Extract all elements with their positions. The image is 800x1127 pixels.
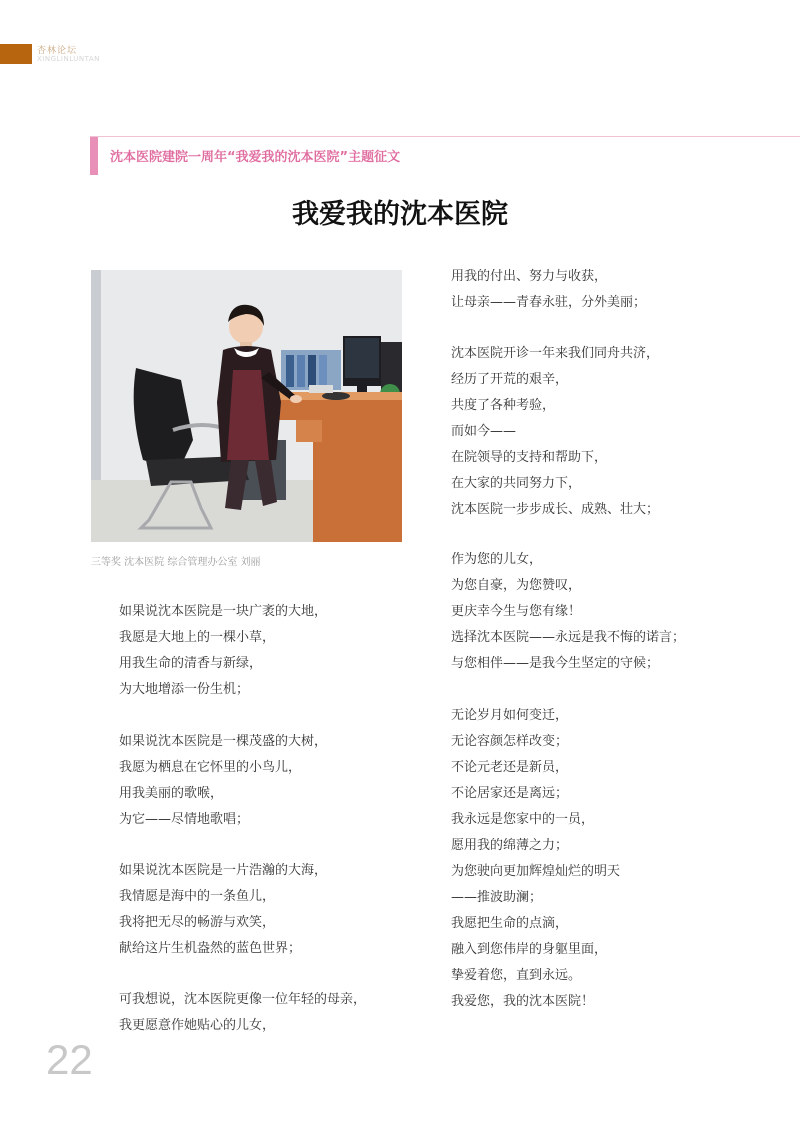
- left-stanza-1: [119, 599, 327, 703]
- topic-heading: 沈本医院建院一周年“我爱我的沈本医院”主题征文: [110, 150, 401, 165]
- poem-line: 挚爱着您，直到永远。: [451, 968, 582, 983]
- poem-line: 共度了各种考验，: [451, 398, 556, 413]
- poem-line: 在院领导的支持和帮助下，: [451, 450, 608, 465]
- poem-line: 不论元老还是新员，: [451, 760, 569, 775]
- poem-line: 更庆幸今生与您有缘！: [451, 604, 582, 619]
- author-photo: [91, 270, 402, 542]
- poem-line: 无论岁月如何变迁，: [451, 708, 569, 723]
- poem-line: 献给这片生机盎然的蓝色世界；: [119, 941, 302, 956]
- poem-line: 我愿是大地上的一棵小草，: [119, 630, 276, 645]
- topic-divider: [90, 136, 800, 137]
- poem-line: 如果说沈本医院是一片浩瀚的大海，: [119, 863, 328, 878]
- brand-name: 杏林论坛: [37, 46, 78, 56]
- brand-name-pinyin: XINGLINLUNTAN: [37, 55, 100, 63]
- poem-line: 沈本医院一步步成长、成熟、壮大；: [451, 502, 660, 517]
- right-stanza-2: [451, 341, 659, 523]
- poem-line: 用我美丽的歌喉，: [119, 786, 224, 801]
- photo-caption: 三等奖 沈本医院 综合管理办公室 刘丽: [91, 557, 261, 568]
- topic-marker: [90, 137, 98, 175]
- poem-line: 在大家的共同努力下，: [451, 476, 582, 491]
- poem-line: 不论居家还是离远；: [451, 786, 569, 801]
- right-stanza-4: [451, 703, 620, 1015]
- brand-color-bar: [0, 44, 32, 64]
- poem-line: 我永远是您家中的一员，: [451, 812, 595, 827]
- left-stanza-3: [119, 858, 327, 962]
- page-number: 22: [46, 1036, 93, 1083]
- poem-line: 为您驶向更加辉煌灿烂的明天: [451, 864, 621, 879]
- poem-line: 融入到您伟岸的身躯里面，: [451, 942, 608, 957]
- poem-line: 经历了开荒的艰辛，: [451, 372, 569, 387]
- poem-line: 可我想说，沈本医院更像一位年轻的母亲，: [119, 992, 367, 1007]
- poem-line: 我爱您，我的沈本医院！: [451, 994, 595, 1009]
- right-stanza-1: [451, 264, 646, 316]
- left-stanza-2: [119, 729, 327, 833]
- poem-line: 选择沈本医院——永远是我不悔的诺言；: [451, 630, 686, 645]
- poem-line: 让母亲——青春永驻，分外美丽；: [451, 295, 647, 310]
- poem-line: 如果说沈本医院是一块广袤的大地，: [119, 604, 328, 619]
- poem-line: 与您相伴——是我今生坚定的守候；: [451, 656, 660, 671]
- poem-line: ——推波助澜；: [451, 890, 543, 905]
- poem-line: 为您自豪，为您赞叹，: [451, 578, 582, 593]
- poem-line: 为它——尽情地歌唱；: [119, 812, 250, 827]
- poem-line: 而如今——: [451, 424, 517, 439]
- poem-line: 愿用我的绵薄之力；: [451, 838, 569, 853]
- poem-line: 用我生命的清香与新绿，: [119, 656, 263, 671]
- right-stanza-3: [451, 547, 685, 677]
- poem-line: 作为您的儿女，: [451, 552, 543, 567]
- article-title: 我爱我的沈本医院: [292, 199, 508, 230]
- poem-line: 为大地增添一份生机；: [119, 682, 250, 697]
- poem-line: 我情愿是海中的一条鱼儿，: [119, 889, 276, 904]
- poem-line: 我愿为栖息在它怀里的小鸟儿，: [119, 760, 302, 775]
- poem-line: 我将把无尽的畅游与欢笑，: [119, 915, 276, 930]
- poem-line: 无论容颜怎样改变；: [451, 734, 569, 749]
- poem-line: 我更愿意作她贴心的儿女，: [119, 1018, 276, 1033]
- poem-line: 用我的付出、努力与收获，: [451, 269, 608, 284]
- poem-line: 我愿把生命的点滴，: [451, 916, 569, 931]
- poem-line: 沈本医院开诊一年来我们同舟共济，: [451, 346, 660, 361]
- left-stanza-4: [119, 987, 366, 1039]
- poem-line: 如果说沈本医院是一棵茂盛的大树，: [119, 734, 328, 749]
